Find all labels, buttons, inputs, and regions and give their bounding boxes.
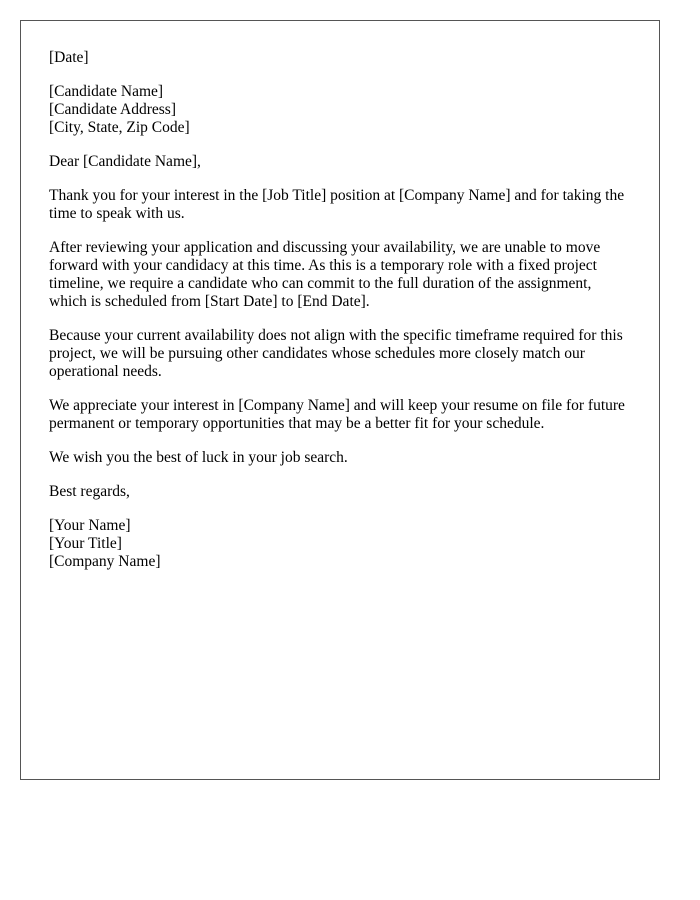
- body-paragraph-wishes: We wish you the best of luck in your job search.: [49, 449, 348, 466]
- body-paragraph-interest: Thank you for your interest in the [Job Title] position at [Company Name] and for taking the time to speak with us.: [49, 187, 625, 222]
- signature-company: [Company Name]: [49, 553, 161, 570]
- recipient-city-state-zip: [City, State, Zip Code]: [49, 119, 190, 136]
- body-paragraph-decision: After reviewing your application and discussing your availability, we are unable to move forward with your candidacy at this time. As this is a temporary role with a fixed project timeline, we require a candidate who can commit to the full duration of the assignment, which is scheduled from [Start Date] to [End Date].: [49, 239, 601, 310]
- salutation: Dear [Candidate Name],: [49, 153, 201, 170]
- signature-name: [Your Name]: [49, 517, 131, 534]
- letter-page: [20, 20, 660, 780]
- body-paragraph-reason: Because your current availability does not align with the specific timeframe required for this project, we will be pursuing other candidates whose schedules more closely match our operational needs.: [49, 327, 623, 380]
- signature-title: [Your Title]: [49, 535, 122, 552]
- signature-block: [49, 517, 631, 571]
- letter-date: [Date]: [49, 49, 89, 66]
- body-paragraph-appreciation: We appreciate your interest in [Company Name] and will keep your resume on file for future permanent or temporary opportunities that may be a better fit for your schedule.: [49, 397, 625, 432]
- recipient-address-block: [49, 83, 631, 137]
- closing: Best regards,: [49, 483, 130, 500]
- recipient-name: [Candidate Name]: [49, 83, 164, 100]
- recipient-address: [Candidate Address]: [49, 101, 176, 118]
